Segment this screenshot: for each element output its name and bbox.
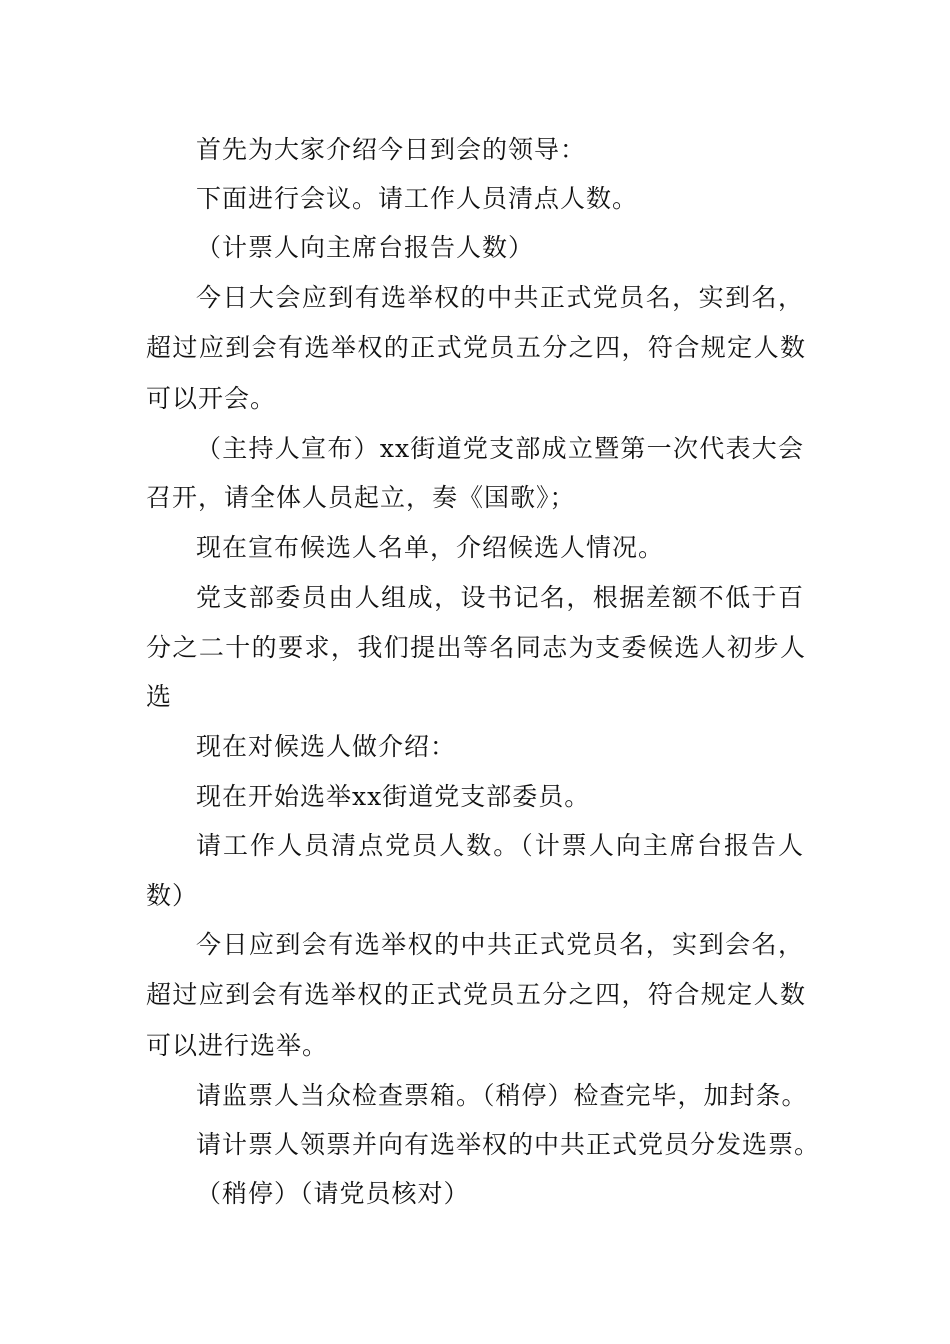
text-line: 超过应到会有选举权的正式党员五分之四，符合规定人数 [146, 333, 806, 362]
text-line: 现在宣布候选人名单，介绍候选人情况。 [196, 533, 665, 562]
text-line: （计票人向主席台报告人数） [196, 233, 535, 262]
text-line: 下面进行会议。请工作人员清点人数。 [196, 184, 639, 213]
text-line: 请监票人当众检查票箱。（稍停）检查完毕，加封条。 [196, 1081, 808, 1110]
text-line: 选 [146, 682, 173, 711]
text-line: 请工作人员清点党员人数。（计票人向主席台报告人 [196, 831, 804, 860]
text-line: 可以进行选举。 [146, 1031, 329, 1060]
text-line: 今日应到会有选举权的中共正式党员名，实到会名， [196, 930, 804, 959]
text-line: （稍停）（请党员核对） [196, 1179, 470, 1208]
text-line: 首先为大家介绍今日到会的领导： [196, 135, 587, 164]
text-line: 党支部委员由人组成，设书记名，根据差额不低于百 [196, 583, 804, 612]
text-line: 现在开始选举xx街道党支部委员。 [196, 782, 591, 811]
text-line: （主持人宣布）xx街道党支部成立暨第一次代表大会 [196, 434, 804, 463]
text-line: 可以开会。 [146, 384, 277, 413]
text-line: 召开，请全体人员起立，奏《国歌》； [146, 483, 576, 512]
text-line: 数） [146, 881, 199, 910]
text-line: 超过应到会有选举权的正式党员五分之四，符合规定人数 [146, 980, 806, 1009]
text-line: 分之二十的要求，我们提出等名同志为支委候选人初步人 [146, 633, 806, 662]
text-line: 现在对候选人做介绍： [196, 732, 457, 761]
text-line: 请计票人领票并向有选举权的中共正式党员分发选票。 [196, 1130, 821, 1159]
text-line: 今日大会应到有选举权的中共正式党员名，实到名， [196, 283, 804, 312]
